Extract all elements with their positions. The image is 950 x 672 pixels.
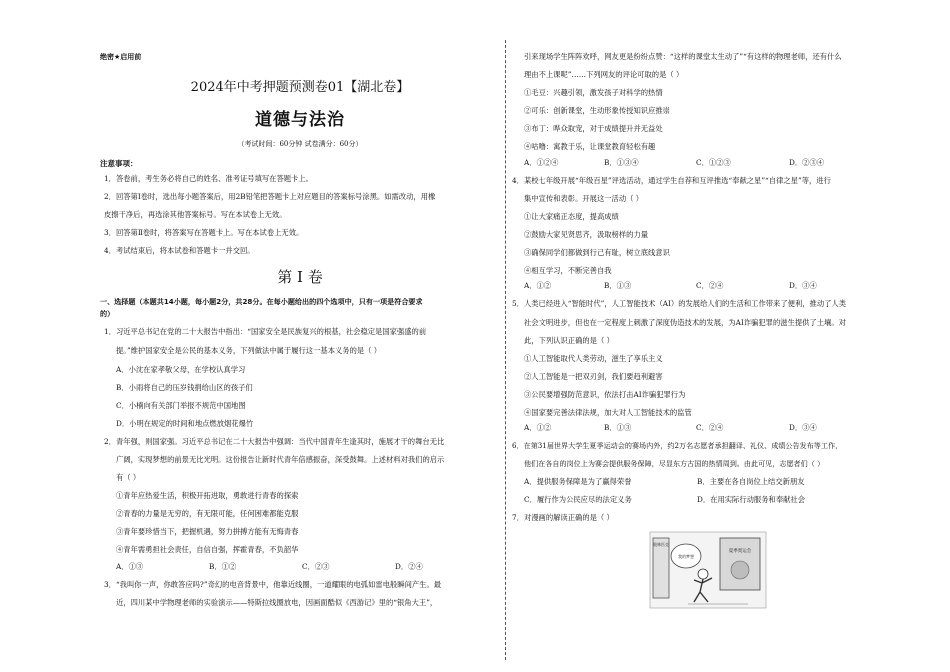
question-3-stem: 引来现场学生阵阵欢呼，网友更是纷纷点赞：“这样的课堂太生动了”“有这样的物理老师，还有什么 <box>524 52 842 61</box>
secret-label: 绝密★启用前 <box>100 53 142 61</box>
question-3-statement: ④咕噜：寓教于乐，让课堂教育轻松有趣 <box>524 142 656 151</box>
choice-c: C．①②③ <box>696 158 731 167</box>
question-2-stem: 2．青年强，则国家强。习近平总书记在二十大报告中强调：当代中国青年生逢其时，施展才干的舞台无比 <box>104 437 445 446</box>
subject-title: 道德与法治 <box>255 110 345 130</box>
question-5-statement: ④国家要完善法律法规，加大对人工智能技术的监管 <box>524 408 692 417</box>
question-3-statement: ①毛豆：兴趣引领，激发孩子对科学的热情 <box>524 88 663 97</box>
choice-c: C．②③ <box>302 562 330 571</box>
note-item: 2．回答第Ⅰ卷时，选出每小题答案后，用2B铅笔把答题卡上对应题目的答案标号涂黑。如需改动，用橡 <box>104 192 436 201</box>
note-item: 3．回答第Ⅱ卷时，将答案写在答题卡上。写在本试卷上无效。 <box>104 228 304 237</box>
figure-head <box>731 561 749 579</box>
question-2-statement: ①青年应热爱生活，积极开拓进取，勇敢进行青春的探索 <box>116 491 299 500</box>
question-5-stem: 此，下列认识正确的是（ ） <box>524 336 614 345</box>
question-3-statement: ②可乐：创新课堂，生动形象传授知识应推崇 <box>524 106 670 115</box>
choice-c: C．②④ <box>696 281 724 290</box>
question-2-statement: ②青春的力量是无穷的，有无限可能，任何困难都能克服 <box>116 509 299 518</box>
cartoon-image <box>648 530 768 610</box>
question-3-stem: 理由不上课呢”……下列网友的评论可取的是（ ） <box>524 70 684 79</box>
question-3-stem: 3．“我叫你一声，你敢答应吗?”奇幻的电音背景中，他靠近线圈，一道耀眼的电弧如雷电般瞬间产生。最 <box>104 580 442 589</box>
question-1-option: D．小明在规定的时间和地点燃放烟花爆竹 <box>116 419 254 428</box>
volume-title: 第 Ⅰ 卷 <box>277 268 323 286</box>
bubble-text: 我的梦想 <box>678 554 694 559</box>
column-divider <box>505 40 506 660</box>
question-1-option: A．小沈在家孝敬父母，在学校认真学习 <box>116 365 246 374</box>
question-5-statement: ③公民要增强防范意识，依法打击AI诈骗犯罪行为 <box>524 390 686 399</box>
choice-d: D．③④ <box>789 281 817 290</box>
note-item: 4．考试结束后，将本试卷和答题卡一并交回。 <box>104 246 255 255</box>
note-item: 皮擦干净后，再选涂其他答案标号。写在本试卷上无效。 <box>104 210 287 219</box>
section-heading: 一、选择题（本题共14小题，每小题2分，共28分。在每小题给出的四个选项中，只有一项是符合要求 <box>100 297 423 306</box>
question-5-statement: ①人工智能取代人类劳动，滋生了享乐主义 <box>524 354 663 363</box>
choice-b: B．①③ <box>604 423 632 432</box>
question-6-option: B．主要在各自岗位上结交新朋友 <box>697 477 805 486</box>
section-heading-cont: 的） <box>100 309 115 318</box>
choice-a: A．①② <box>524 423 552 432</box>
runner-head <box>698 569 708 579</box>
question-6-option: A．提供服务保障是为了赢得荣誉 <box>524 477 632 486</box>
question-3-statement: ③布丁：哗众取宠，对于成绩提升并无益处 <box>524 124 663 133</box>
question-2-statement: ④青年需勇担社会责任，自信自强，挥霍青春，不负韶华 <box>116 545 299 554</box>
question-3-stem: 近，四川某中学物理老师的实验演示——特斯拉线圈放电，因画面酷似《西游记》里的“银角大王”， <box>116 598 438 607</box>
choice-d: D．②④ <box>395 562 423 571</box>
question-4-stem: 4．某校七年级开展“年级百星”评选活动，通过学生自荐和互评推选“奉献之星”“自律之星”等，进行 <box>512 176 831 185</box>
time-info: （考试时间：60分钟 试卷满分：60分） <box>237 140 363 148</box>
choice-b: B．①③ <box>604 281 632 290</box>
choice-b: B．①③④ <box>604 158 639 167</box>
question-6-stem: 他们在各自的岗位上为赛会提供服务保障，尽显东方古国的热情周到。由此可见，志愿者们（ ） <box>524 459 825 468</box>
question-4-statement: ③确保同学们都做到行己有耻，树立底线意识 <box>524 248 670 257</box>
choice-a: A．①② <box>524 281 552 290</box>
question-1-option: B．小雨将自己的压岁钱捐给山区的孩子们 <box>116 383 253 392</box>
question-2-statement: ③青年要珍惜当下，把握机遇，努力拼搏方能有无悔青春 <box>116 527 299 536</box>
question-6-stem: 6．在第31届世界大学生夏季运动会的赛场内外，约2万名志愿者承担翻译、礼仪、成绩公告发布等工作， <box>512 441 843 450</box>
choice-b: B．①② <box>209 562 237 571</box>
left-panel-label: 奥林匹克 <box>653 542 669 547</box>
question-5-stem: 社会文明进步，但也在一定程度上刺激了深度伪造技术的发展，为AI诈骗犯罪的滋生提供了土壤。对 <box>524 318 846 327</box>
question-2-stem: 有（ ） <box>116 473 141 482</box>
question-7-stem: 7．对漫画的解读正确的是（ ） <box>512 513 614 522</box>
question-5-statement: ②人工智能是一把双刃剑，我们要趋利避害 <box>524 372 663 381</box>
question-4-statement: ②鼓励大家见贤思齐，汲取榜样的力量 <box>524 230 649 239</box>
left-panel <box>653 538 669 598</box>
exam-title: 2024年中考押题预测卷01【湖北卷】 <box>190 80 410 95</box>
question-6-option: C．履行作为公民应尽的法定义务 <box>524 495 632 504</box>
question-6-option: D．在用实际行动服务和奉献社会 <box>697 495 806 504</box>
question-1-option: C．小楠向有关部门举报不规范中国地图 <box>116 401 246 410</box>
right-panel-label: 夏季奥运会 <box>728 549 752 554</box>
question-4-stem: 集中宣传和表彰。开展这一活动（ ） <box>524 194 644 203</box>
note-item: 1．答卷前，考生务必将自己的姓名、准考证号填写在答题卡上。 <box>104 174 313 183</box>
question-2-stem: 广阔，实现梦想的前景无比光明。这份报告让新时代青年倍感振奋，深受鼓舞。上述材料对我们的启示 <box>116 455 445 464</box>
question-4-statement: ④相互学习，不断完善自我 <box>524 266 612 275</box>
question-1-stem: 提。”维护国家安全是公民的基本义务，下列做法中属于履行这一基本义务的是（ ） <box>116 346 382 355</box>
choice-a: A．①②④ <box>524 158 559 167</box>
question-1-stem: 1．习近平总书记在党的二十大报告中指出：“国家安全是民族复兴的根基，社会稳定是国家强盛的前 <box>104 327 427 336</box>
choice-a: A．①③ <box>116 562 144 571</box>
question-5-stem: 5．人类已经进入“智能时代”，人工智能技术（AI）的发展给人们的生活和工作带来了便利，推动了人类 <box>512 299 847 308</box>
choice-d: D．③④ <box>789 423 817 432</box>
choice-d: D．②③④ <box>789 158 825 167</box>
question-4-statement: ①让大家痛正态度，提高成绩 <box>524 212 619 221</box>
notes-heading: 注意事项： <box>100 159 138 168</box>
choice-c: C．②④ <box>696 423 724 432</box>
